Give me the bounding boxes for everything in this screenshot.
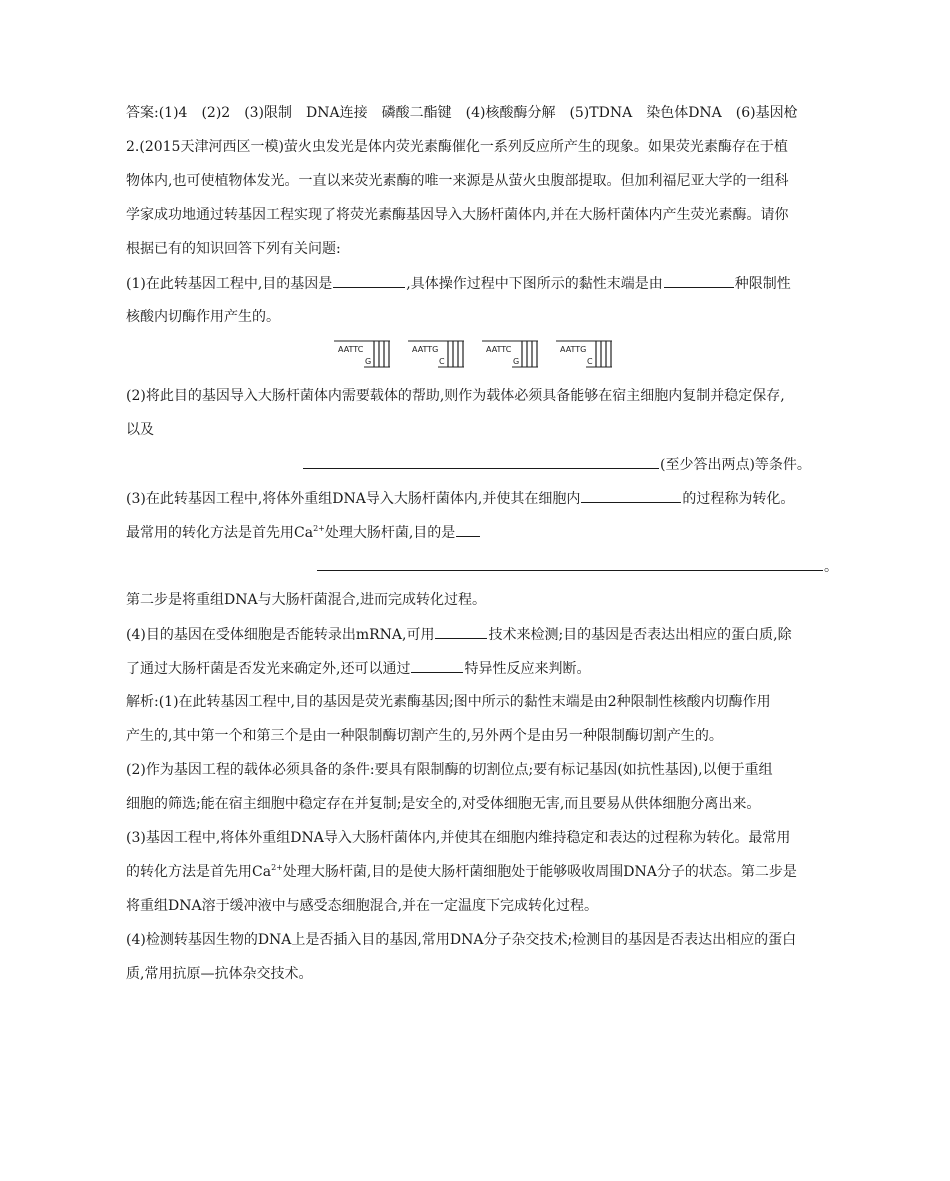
q3-text-e: 。 — [824, 559, 838, 575]
answer-line: 答案:(1)4 (2)2 (3)限制 DNA连接 磷酸二酯键 (4)核酸酶分解 (5)TDNA 染色体DNA (6)基因枪 — [126, 105, 798, 121]
sticky-ends-figure — [332, 338, 622, 372]
question-intro-line-1: 2.(2015天津河西区一模)萤火虫发光是体内荧光素酶催化一系列反应所产生的现象。如果荧光素酶存在于植 — [126, 139, 788, 155]
question-4-line-1 — [126, 624, 792, 645]
question-3-line-4: 第二步是将重组DNA与大肠杆菌混合,进而完成转化过程。 — [126, 592, 487, 608]
q4-text-c: 了通过大肠杆菌是否发光来确定外,还可以通过 — [126, 661, 411, 677]
q4-text-a: (4)目的基因在受体细胞是否能转录出mRNA,可用 — [126, 627, 435, 643]
q3-blank-purpose[interactable] — [317, 556, 823, 571]
question-3-line-3 — [316, 556, 838, 577]
q4-text-d: 特异性反应来判断。 — [464, 661, 591, 677]
dna-fragment — [482, 341, 538, 367]
analysis-line-8: (4)检测转基因生物的DNA上是否插入目的基因,常用DNA分子杂交技术;检测目的基因是否表达出相应的蛋白 — [126, 932, 797, 948]
q4-blank-technique[interactable] — [435, 624, 487, 639]
analysis-line-4: 细胞的筛选;能在宿主细胞中稳定存在并复制;是安全的,对受体细胞无害,而且要易从供体细胞分离出来。 — [126, 796, 761, 812]
q4-text-b: 技术来检测;目的基因是否表达出相应的蛋白质,除 — [488, 627, 792, 643]
fragment-top-sequence: AATTC — [486, 345, 512, 354]
dna-fragment — [334, 341, 390, 367]
question-4-line-2 — [126, 658, 590, 679]
q1-text-b: ,具体操作过程中下图所示的黏性末端是由 — [406, 276, 663, 292]
q3-blank-process[interactable] — [581, 488, 681, 503]
question-2-line-2: 以及 — [126, 422, 154, 438]
q3-text-c: 最常用的转化方法是首先用Ca — [126, 525, 314, 541]
question-intro-line-2: 物体内,也可使植物体发光。一直以来荧光素酶的唯一来源是从萤火虫腹部提取。但加利福尼亚大学的一组科 — [126, 173, 789, 189]
q3-superscript: 2+ — [313, 524, 325, 533]
analysis-line-1: 解析:(1)在此转基因工程中,目的基因是荧光素酶基因;图中所示的黏性末端是由2种限制性核酸内切酶作用 — [126, 694, 771, 710]
analysis-line-3: (2)作为基因工程的载体必须具备的条件:要具有限制酶的切割位点;要有标记基因(如抗性基因),以便于重组 — [126, 762, 773, 778]
fragment-top-sequence: AATTC — [338, 345, 364, 354]
fragment-bottom-base: C — [439, 357, 445, 366]
q1-blank-enzyme-count[interactable] — [664, 273, 734, 288]
fragment-bottom-base: C — [587, 357, 593, 366]
question-3-line-2 — [126, 522, 481, 543]
q1-text-c: 种限制性 — [734, 276, 791, 292]
q1-blank-gene[interactable] — [333, 273, 405, 288]
q3-blank-purpose-start[interactable] — [456, 522, 480, 537]
q3-text-d: 处理大肠杆菌,目的是 — [324, 525, 456, 541]
fragment-bottom-base: G — [513, 357, 520, 366]
q1-text-a: (1)在此转基因工程中,目的基因是 — [126, 276, 333, 292]
question-1-line-1 — [126, 273, 791, 294]
question-1-line-2: 核酸内切酶作用产生的。 — [126, 309, 280, 325]
question-intro-line-3: 学家成功地通过转基因工程实现了将荧光素酶基因导入大肠杆菌体内,并在大肠杆菌体内产生荧光素酶。请你 — [126, 207, 789, 223]
analysis-line-6 — [126, 862, 797, 882]
analysis-line-9: 质,常用抗原—抗体杂交技术。 — [126, 966, 313, 982]
fragment-top-sequence: AATTG — [412, 345, 439, 354]
dna-fragment — [556, 341, 612, 367]
q2-blank-conditions[interactable] — [303, 454, 659, 469]
analysis-line-5: (3)基因工程中,将体外重组DNA导入大肠杆菌体内,并使其在细胞内维持稳定和表达的过程称为转化。最常用 — [126, 830, 791, 846]
analysis-l6-text-b: 处理大肠杆菌,目的是使大肠杆菌细胞处于能够吸收周围DNA分子的状态。第二步是 — [282, 864, 797, 880]
q4-blank-reaction[interactable] — [411, 658, 463, 673]
question-3-line-1 — [126, 488, 794, 509]
analysis-l6-text-a: 的转化方法是首先用Ca — [126, 864, 272, 880]
q3-text-b: 的过程称为转化。 — [682, 491, 795, 507]
analysis-line-2: 产生的,其中第一个和第三个是由一种限制酶切割产生的,另外两个是由另一种限制酶切割产生的。 — [126, 728, 723, 744]
fragment-bottom-base: G — [365, 357, 372, 366]
dna-fragment — [408, 341, 464, 367]
question-intro-line-4: 根据已有的知识回答下列有关问题: — [126, 241, 341, 257]
question-2-line-1: (2)将此目的基因导入大肠杆菌体内需要载体的帮助,则作为载体必须具备能够在宿主细胞内复制并稳定保存, — [126, 388, 785, 404]
q3-text-a: (3)在此转基因工程中,将体外重组DNA导入大肠杆菌体内,并使其在细胞内 — [126, 491, 581, 507]
q2-text-c: (至少答出两点)等条件。 — [660, 457, 811, 473]
analysis-line-7: 将重组DNA溶于缓冲液中与感受态细胞混合,并在一定温度下完成转化过程。 — [126, 898, 599, 914]
question-2-line-3 — [302, 454, 811, 475]
analysis-superscript: 2+ — [271, 863, 283, 872]
fragment-top-sequence: AATTG — [560, 345, 587, 354]
